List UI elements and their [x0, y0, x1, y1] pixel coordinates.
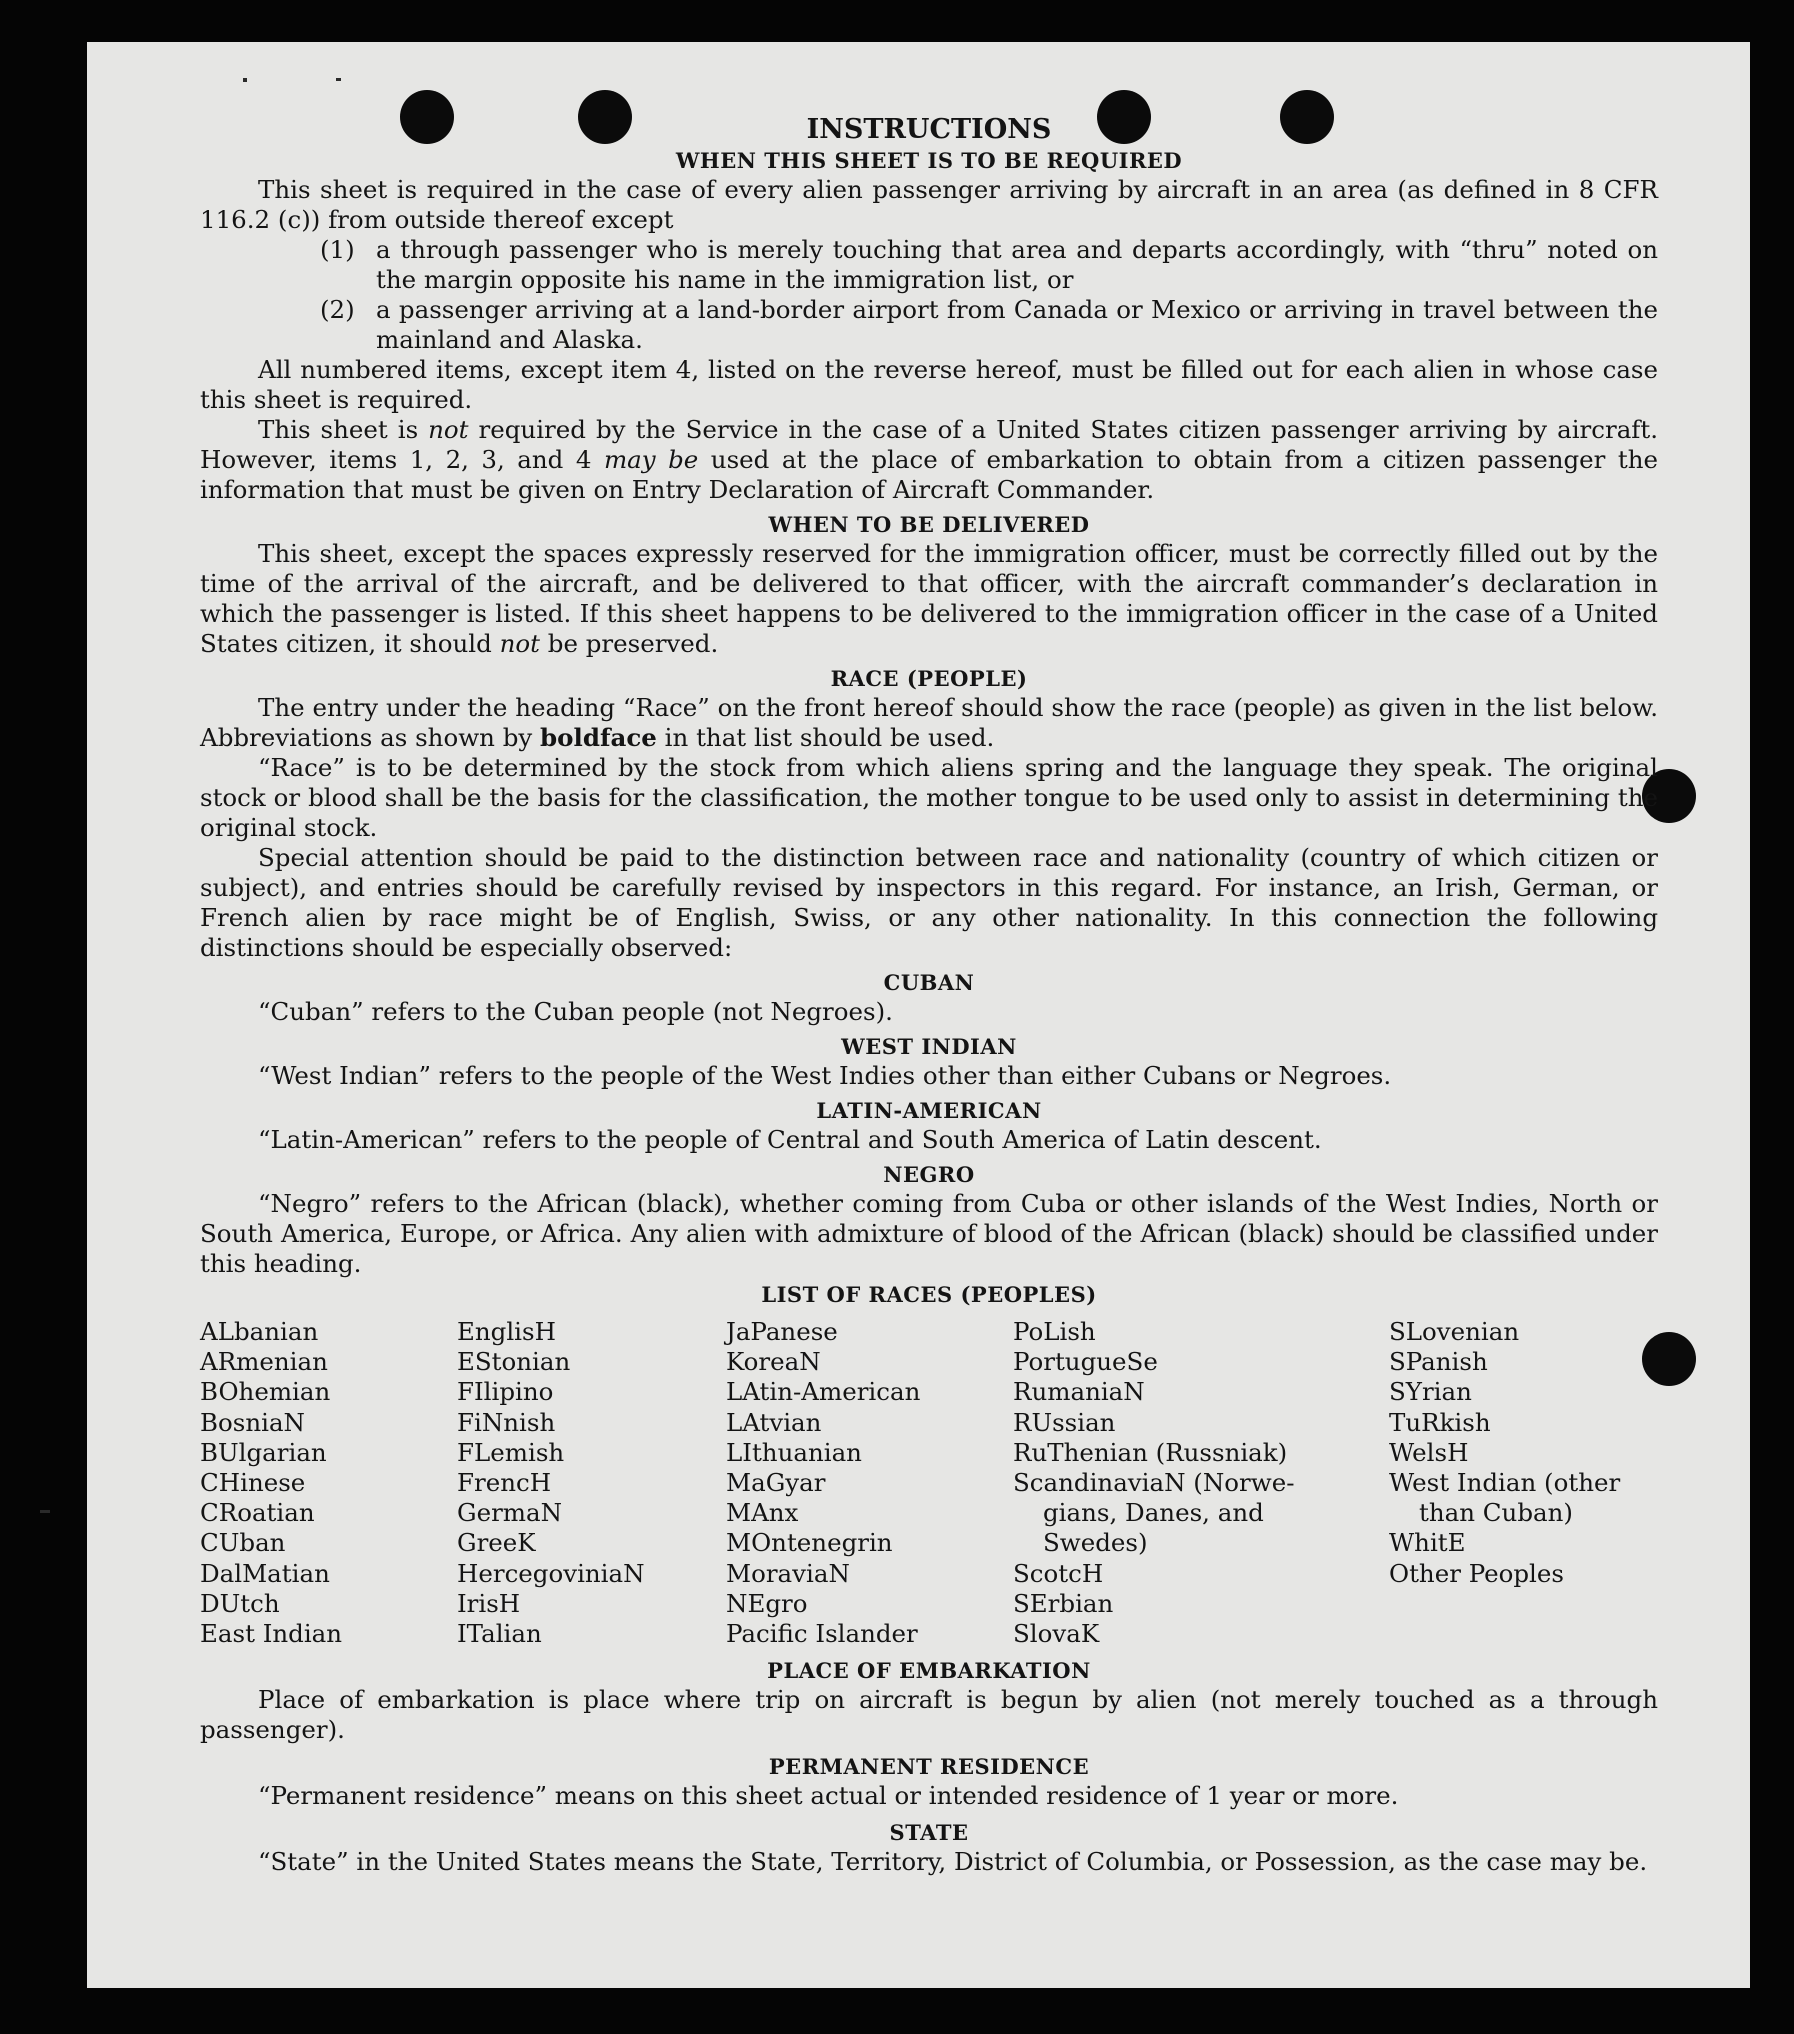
- bold-text: boldface: [540, 723, 657, 752]
- paragraph: All numbered items, except item 4, listed on the reverse hereof, must be filled out for each alien in whose case this sheet is required.: [200, 355, 1658, 414]
- section-heading: WHEN THIS SHEET IS TO BE REQUIRED: [675, 148, 1183, 173]
- italic-text: may be: [603, 445, 699, 474]
- race-entry: GermaN: [457, 1498, 563, 1528]
- scan-speck: [40, 1510, 50, 1513]
- race-entry: HercegoviniaN: [457, 1558, 645, 1588]
- race-entry: LIthuanian: [726, 1437, 862, 1467]
- races-list: [200, 1317, 1658, 1649]
- race-entry: KoreaN: [726, 1347, 821, 1377]
- text-run: required by the Service in the case of a United States citizen passenger arriving by aircraft. However, items 1, 2, 3, and 4: [200, 415, 1659, 474]
- race-entry: BosniaN: [200, 1407, 305, 1437]
- paragraph: [200, 415, 1658, 505]
- item-number: (1): [320, 235, 355, 264]
- paragraph: Place of embarkation is place where trip on aircraft is begun by alien (not merely touched as a through passenger).: [200, 1685, 1658, 1745]
- race-entry: PortugueSe: [1013, 1347, 1158, 1377]
- paragraph: “Permanent residence” means on this sheet actual or intended residence of 1 year or more.: [258, 1781, 1399, 1811]
- race-entry-continued: gians, Danes, and: [1043, 1498, 1264, 1528]
- race-entry: BOhemian: [200, 1377, 331, 1407]
- instructions-content: [200, 113, 1658, 1877]
- race-entry: RUssian: [1013, 1407, 1116, 1437]
- race-entry: LAtin-American: [726, 1377, 921, 1407]
- race-entry: DUtch: [200, 1588, 280, 1618]
- paragraph: [200, 539, 1658, 659]
- paragraph: “West Indian” refers to the people of the West Indies other than either Cubans or Negroes.: [258, 1061, 1392, 1090]
- section-heading: LIST OF RACES (PEOPLES): [761, 1282, 1097, 1307]
- paragraph: “State” in the United States means the State, Territory, District of Columbia, or Possession, as the case may be.: [258, 1847, 1648, 1877]
- scan-speck: [336, 78, 341, 81]
- paragraph: “Negro” refers to the African (black), whether coming from Cuba or other islands of the West Indies, North or South America, Europe, or Africa. Any alien with admixture of blood of the African (black) should be classified under this heading.: [200, 1189, 1658, 1278]
- race-entry: MaGyar: [726, 1468, 826, 1498]
- race-entry: LAtvian: [726, 1407, 822, 1437]
- paragraph: “Race” is to be determined by the stock from which aliens spring and the language they speak. The original stock or blood shall be the basis for the classification, the mother tongue to be used only to assist in determining the original stock.: [200, 753, 1658, 842]
- text-run: used at the place of embarkation to obtain from a citizen passenger the information that must be given on Entry Declaration of Aircraft Commander.: [200, 445, 1658, 504]
- section-heading: NEGRO: [883, 1162, 975, 1187]
- item-number: (2): [320, 295, 355, 324]
- race-entry: DalMatian: [200, 1558, 330, 1588]
- item-text: a through passenger who is merely touching that area and departs accordingly, with “thru” noted on the margin opposite his name in the immigration list, or: [376, 235, 1658, 294]
- race-entry: MoraviaN: [726, 1558, 850, 1588]
- race-entry: SLovenian: [1389, 1317, 1520, 1346]
- race-entry: SYrian: [1389, 1377, 1472, 1407]
- list-item: [320, 295, 1658, 355]
- section-heading: PERMANENT RESIDENCE: [768, 1754, 1090, 1780]
- race-entry: MAnx: [726, 1498, 799, 1528]
- paragraph: “Latin-American” refers to the people of Central and South America of Latin descent.: [258, 1125, 1322, 1154]
- race-entry: ITalian: [457, 1619, 542, 1649]
- race-entry-continued: than Cuban): [1419, 1498, 1573, 1528]
- paragraph: [200, 693, 1658, 753]
- race-entry: Pacific Islander: [726, 1619, 918, 1649]
- race-entry: ScotcH: [1013, 1558, 1104, 1588]
- paragraph: This sheet is required in the case of every alien passenger arriving by aircraft in an area (as defined in 8 CFR 116.2 (c)) from outside thereof except: [200, 175, 1658, 234]
- race-entry: Other Peoples: [1389, 1558, 1564, 1588]
- race-entry: CRoatian: [200, 1498, 315, 1528]
- race-entry: PoLish: [1013, 1317, 1096, 1346]
- section-heading: CUBAN: [883, 970, 975, 995]
- italic-text: not: [428, 415, 469, 444]
- race-entry: TuRkish: [1389, 1407, 1491, 1437]
- races-column: [1389, 1317, 1658, 1649]
- race-entry: WhitE: [1389, 1528, 1466, 1558]
- race-entry: ARmenian: [200, 1347, 328, 1377]
- section-heading: WEST INDIAN: [841, 1034, 1017, 1059]
- scan-speck: [243, 78, 247, 82]
- race-entry: MOntenegrin: [726, 1528, 893, 1558]
- race-entry: SPanish: [1389, 1347, 1488, 1377]
- section-heading: LATIN-AMERICAN: [816, 1098, 1042, 1123]
- race-entry: East Indian: [200, 1619, 343, 1649]
- race-entry: CHinese: [200, 1468, 306, 1498]
- item-text: a passenger arriving at a land-border airport from Canada or Mexico or arriving in travel between the mainland and Alaska.: [376, 295, 1658, 354]
- races-column: [200, 1317, 457, 1649]
- race-entry: EnglisH: [457, 1317, 556, 1346]
- race-entry: SlovaK: [1013, 1619, 1100, 1649]
- race-entry: JaPanese: [726, 1317, 838, 1346]
- race-entry: ScandinaviaN (Norwe-: [1013, 1468, 1295, 1498]
- section-heading: PLACE OF EMBARKATION: [767, 1658, 1091, 1684]
- race-entry: ALbanian: [200, 1317, 319, 1346]
- races-column: [726, 1317, 1013, 1649]
- race-entry: NEgro: [726, 1588, 808, 1618]
- races-column: [1013, 1317, 1389, 1649]
- paragraph: Special attention should be paid to the distinction between race and nationality (country of which citizen or subject), and entries should be carefully revised by inspectors in this regard. For instance, an Irish, German, or French alien by race might be of English, Swiss, or any other nationality. In this connection the following distinctions should be especially observed:: [200, 843, 1658, 962]
- race-entry: RumaniaN: [1013, 1377, 1145, 1407]
- text-run: This sheet is: [258, 415, 429, 444]
- race-entry: SErbian: [1013, 1588, 1114, 1618]
- text-run: This sheet, except the spaces expressly reserved for the immigration officer, must be correctly filled out by the time of the arrival of the aircraft, and be delivered to that officer, with the aircraft commander’s declaration in which the passenger is listed. If this sheet happens to be delivered to the immigration officer in the case of a United States citizen, it should: [200, 539, 1658, 658]
- race-entry: FIlipino: [457, 1377, 554, 1407]
- race-entry: RuThenian (Russniak): [1013, 1437, 1288, 1467]
- page-title: INSTRUCTIONS: [806, 114, 1052, 145]
- race-entry: WelsH: [1389, 1437, 1469, 1467]
- text-run: in that list should be used.: [656, 723, 995, 752]
- text-run: be preserved.: [539, 629, 719, 658]
- race-entry: FLemish: [457, 1437, 565, 1467]
- race-entry-continued: Swedes): [1043, 1528, 1148, 1558]
- race-entry: FrencH: [457, 1468, 552, 1498]
- race-entry: IrisH: [457, 1588, 521, 1618]
- race-entry: GreeK: [457, 1528, 536, 1558]
- text-run: The entry under the heading “Race” on the front hereof should show the race (people) as given in the list below. Abbreviations as shown by: [200, 693, 1658, 752]
- race-entry: CUban: [200, 1528, 286, 1558]
- race-entry: West Indian (other: [1389, 1468, 1621, 1498]
- race-entry: FiNnish: [457, 1407, 556, 1437]
- list-item: [320, 235, 1658, 295]
- races-column: [457, 1317, 726, 1649]
- paragraph: “Cuban” refers to the Cuban people (not Negroes).: [258, 997, 893, 1026]
- section-heading: WHEN TO BE DELIVERED: [768, 512, 1090, 537]
- race-entry: EStonian: [457, 1347, 571, 1377]
- section-heading: STATE: [889, 1820, 969, 1846]
- section-heading: RACE (PEOPLE): [830, 666, 1028, 691]
- italic-text: not: [499, 629, 540, 658]
- race-entry: BUlgarian: [200, 1437, 327, 1467]
